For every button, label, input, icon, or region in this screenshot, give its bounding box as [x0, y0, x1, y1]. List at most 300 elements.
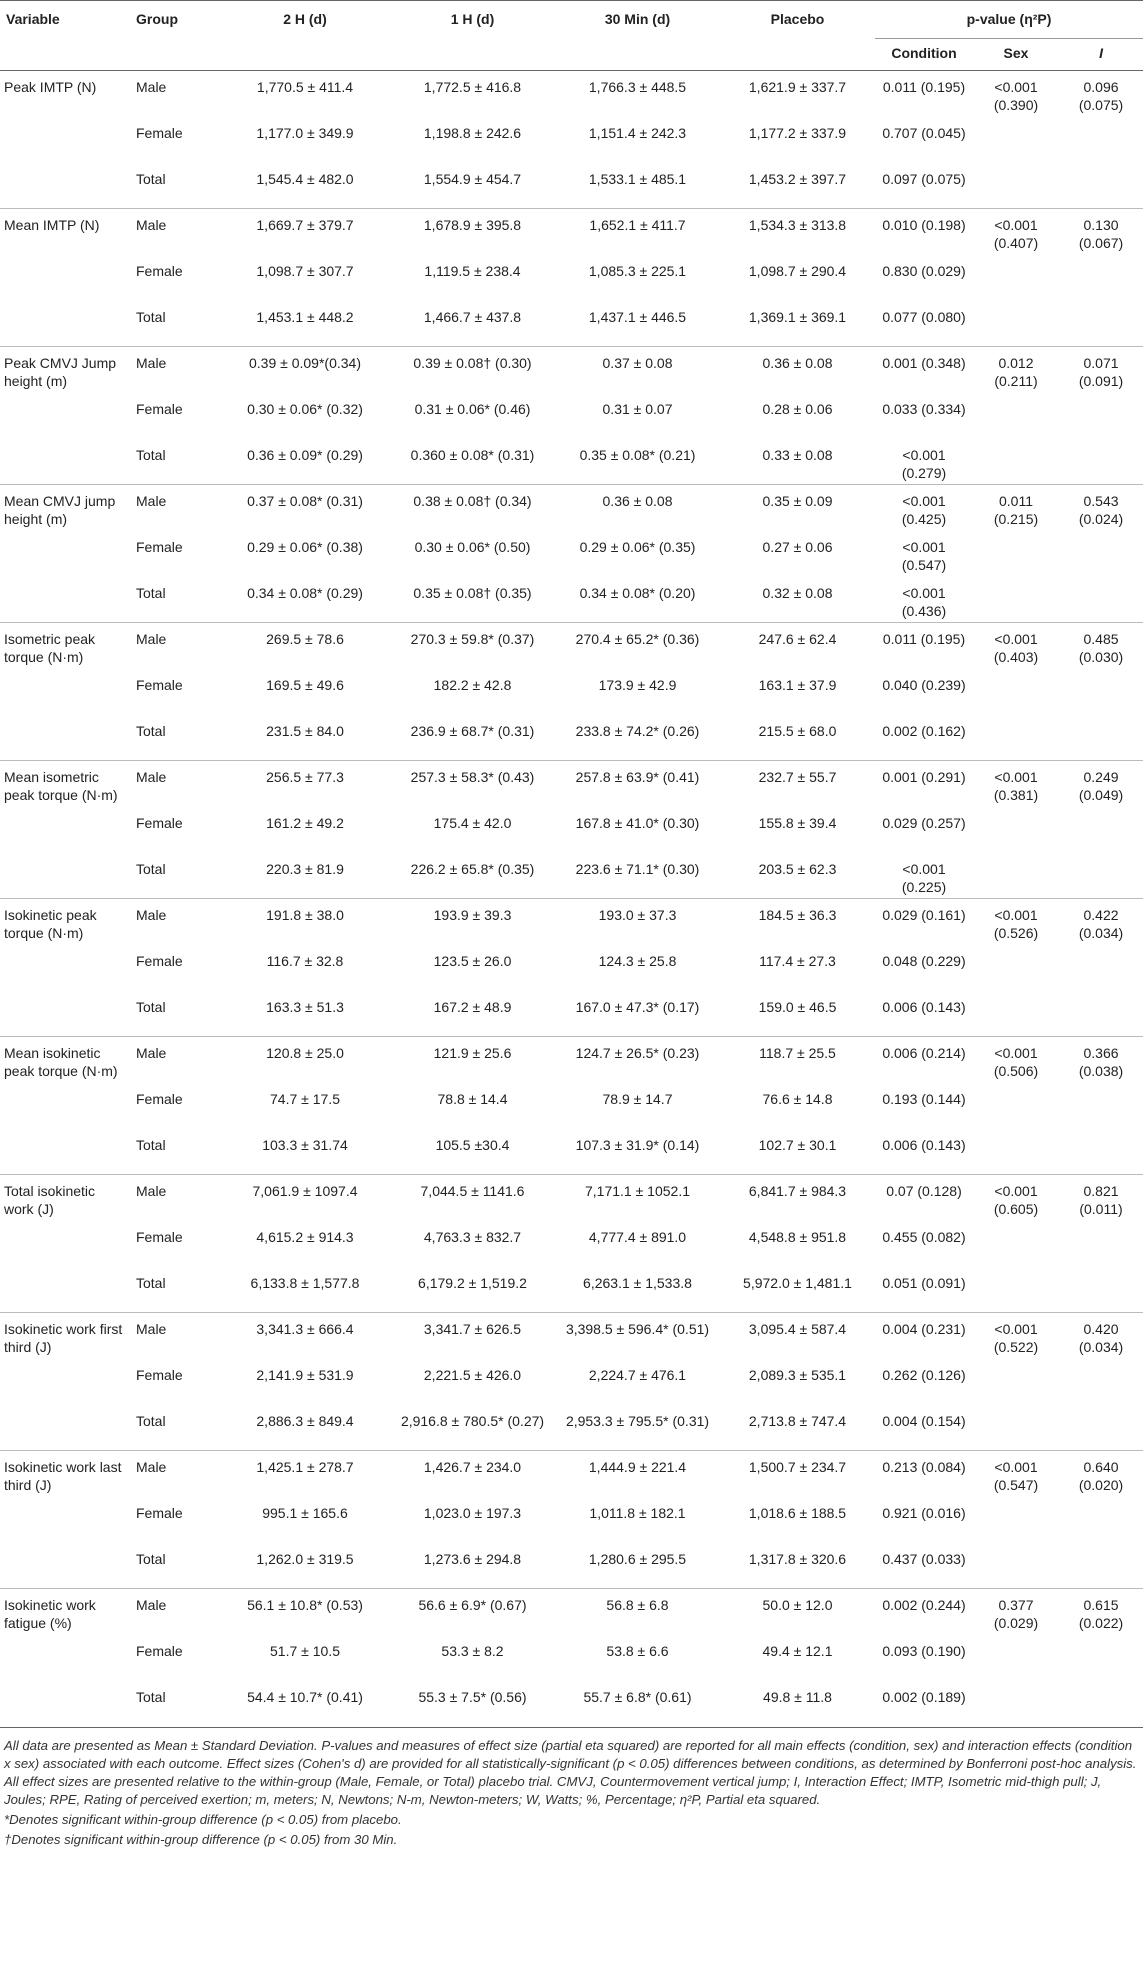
header-placebo: Placebo: [770, 11, 825, 27]
cell-condition: 0.707 (0.045): [882, 124, 966, 141]
cell-interaction: [1059, 163, 1143, 209]
cell-interaction: [1059, 1129, 1143, 1175]
cell-variable: [0, 577, 130, 623]
cell-placebo: 1,500.7 ± 234.7: [748, 1459, 847, 1475]
table-row: [0, 807, 1143, 853]
cell-sex: [973, 669, 1059, 715]
cell-30min: 0.36 ± 0.08: [602, 493, 673, 509]
cell-placebo: 1,453.2 ± 397.7: [748, 170, 847, 187]
cell-placebo: 1,369.1 ± 369.1: [748, 308, 847, 325]
table-row: [0, 209, 1143, 255]
cell-30min: 257.8 ± 63.9* (0.41): [575, 769, 700, 785]
cell-group: Total: [136, 1136, 166, 1153]
cell-sex: [973, 1497, 1059, 1543]
table-row: [0, 991, 1143, 1037]
cell-condition: 0.921 (0.016): [882, 1504, 966, 1521]
cell-interaction: [1059, 255, 1143, 301]
cell-interaction: [1059, 1497, 1143, 1543]
cell-2h: 74.7 ± 17.5: [270, 1090, 340, 1107]
cell-placebo: 6,841.7 ± 984.3: [748, 1183, 847, 1199]
cell-1h: 1,023.0 ± 197.3: [423, 1504, 522, 1521]
cell-30min: 7,171.1 ± 1052.1: [585, 1183, 690, 1199]
cell-group: Female: [136, 400, 183, 417]
cell-30min: 55.7 ± 6.8* (0.61): [583, 1688, 692, 1705]
cell-2h: 120.8 ± 25.0: [266, 1045, 344, 1061]
cell-condition: 0.455 (0.082): [882, 1228, 966, 1245]
cell-1h: 53.3 ± 8.2: [441, 1642, 504, 1659]
cell-30min: 56.8 ± 6.8: [606, 1597, 669, 1613]
cell-group: Female: [136, 1642, 183, 1659]
cell-group: Total: [136, 722, 166, 739]
table-row: [0, 1359, 1143, 1405]
cell-2h: 1,669.7 ± 379.7: [256, 217, 354, 233]
table-row: [0, 1267, 1143, 1313]
cell-condition: 0.097 (0.075): [882, 170, 966, 187]
cell-sex: [973, 255, 1059, 301]
cell-group: Male: [136, 769, 167, 785]
table-row: [0, 853, 1143, 899]
cell-30min: 167.8 ± 41.0* (0.30): [575, 814, 700, 831]
cell-variable: [0, 531, 130, 577]
cell-1h: 257.3 ± 58.3* (0.43): [410, 769, 535, 785]
cell-condition: 0.040 (0.239): [882, 676, 966, 693]
cell-variable: [0, 1359, 130, 1405]
cell-30min: 233.8 ± 74.2* (0.26): [575, 722, 700, 739]
cell-placebo: 117.4 ± 27.3: [759, 952, 836, 969]
cell-variable: Total isokinetic work (J): [4, 1183, 96, 1217]
cell-placebo: 247.6 ± 62.4: [758, 631, 837, 647]
cell-30min: 1,280.6 ± 295.5: [588, 1550, 687, 1567]
cell-condition: 0.262 (0.126): [882, 1366, 966, 1383]
cell-interaction: [1059, 439, 1143, 485]
cell-1h: 0.31 ± 0.06* (0.46): [414, 400, 531, 417]
table-header: [0, 1, 1143, 71]
table-row: [0, 669, 1143, 715]
cell-interaction: 0.096 (0.075): [1078, 79, 1124, 113]
cell-variable: [0, 1267, 130, 1313]
cell-sex: [973, 1221, 1059, 1267]
cell-interaction: [1059, 715, 1143, 761]
table-row: [0, 1129, 1143, 1175]
cell-2h: 0.34 ± 0.08* (0.29): [247, 584, 363, 601]
cell-1h: 6,179.2 ± 1,519.2: [418, 1274, 527, 1291]
cell-sex: <0.001 (0.390): [993, 79, 1039, 113]
cell-sex: [973, 393, 1059, 439]
footnote-dagger: †Denotes significant within-group difference (p < 0.05) from 30 Min.: [4, 1831, 398, 1847]
cell-condition: 0.004 (0.231): [882, 1321, 966, 1337]
cell-30min: 107.3 ± 31.9* (0.14): [575, 1136, 700, 1153]
table-row: [0, 1635, 1143, 1681]
header-variable: Variable: [6, 11, 60, 27]
cell-placebo: 49.8 ± 11.8: [763, 1688, 832, 1705]
cell-group: Total: [136, 308, 166, 325]
cell-placebo: 1,098.7 ± 290.4: [748, 262, 847, 279]
cell-1h: 175.4 ± 42.0: [433, 814, 512, 831]
cell-1h: 270.3 ± 59.8* (0.37): [410, 631, 535, 647]
cell-2h: 2,886.3 ± 849.4: [256, 1412, 354, 1429]
cell-variable: Mean isometric peak torque (N·m): [4, 769, 118, 803]
cell-condition: 0.051 (0.091): [882, 1274, 966, 1291]
cell-30min: 1,766.3 ± 448.5: [588, 79, 687, 95]
cell-30min: 53.8 ± 6.6: [606, 1642, 669, 1659]
cell-variable: [0, 117, 130, 163]
cell-1h: 193.9 ± 39.3: [433, 907, 512, 923]
cell-placebo: 0.32 ± 0.08: [762, 584, 833, 601]
cell-group: Male: [136, 1597, 167, 1613]
cell-placebo: 3,095.4 ± 587.4: [748, 1321, 847, 1337]
cell-30min: 78.9 ± 14.7: [602, 1090, 673, 1107]
cell-variable: Mean CMVJ jump height (m): [4, 493, 116, 527]
cell-2h: 1,545.4 ± 482.0: [256, 170, 354, 187]
cell-condition: 0.830 (0.029): [882, 262, 966, 279]
cell-1h: 1,273.6 ± 294.8: [423, 1550, 522, 1567]
cell-placebo: 0.35 ± 0.09: [762, 493, 833, 509]
cell-sex: [973, 163, 1059, 209]
cell-interaction: 0.071 (0.091): [1078, 355, 1124, 389]
cell-placebo: 0.33 ± 0.08: [762, 446, 833, 463]
cell-condition: <0.001 (0.279): [901, 446, 947, 481]
cell-interaction: 0.615 (0.022): [1078, 1597, 1124, 1631]
cell-sex: [973, 945, 1059, 991]
cell-condition: 0.029 (0.257): [882, 814, 966, 831]
cell-30min: 1,151.4 ± 242.3: [588, 124, 687, 141]
table-row: [0, 347, 1143, 393]
cell-30min: 173.9 ± 42.9: [598, 676, 677, 693]
table-row: [0, 393, 1143, 439]
table-row: [0, 301, 1143, 347]
cell-30min: 0.31 ± 0.07: [602, 400, 673, 417]
cell-condition: <0.001 (0.225): [901, 860, 947, 895]
table-row: [0, 255, 1143, 301]
cell-30min: 223.6 ± 71.1* (0.30): [575, 860, 700, 877]
cell-interaction: [1059, 1359, 1143, 1405]
cell-group: Male: [136, 493, 167, 509]
cell-2h: 169.5 ± 49.6: [266, 676, 344, 693]
cell-variable: [0, 1635, 130, 1681]
cell-group: Male: [136, 1045, 167, 1061]
cell-1h: 2,916.8 ± 780.5* (0.27): [400, 1412, 545, 1429]
cell-1h: 121.9 ± 25.6: [433, 1045, 512, 1061]
cell-variable: [0, 1129, 130, 1175]
cell-condition: 0.001 (0.291): [882, 769, 966, 785]
cell-interaction: [1059, 301, 1143, 347]
cell-sex: <0.001 (0.526): [993, 907, 1039, 941]
cell-interaction: [1059, 1543, 1143, 1589]
footnote-main: All data are presented as Mean ± Standard Deviation. P-values and measures of effect size (partial eta squared) are reported for all main effects (condition, sex) and interaction effects (condition x sex) associated with each outcome. Effect sizes (Cohen's d) are provided for all statistically-significant (p < 0.05) differences between conditions, as determined by Bonferroni post-hoc analysis. All effect sizes are presented relative to the within-group (Male, Female, or Total) placebo trial. CMVJ, Countermovement vertical jump; I, Interaction Effect; IMTP, Isometric mid-thigh pull; J, Joules; RPE, Rating of perceived exertion; m, meters; N, Newtons; N-m, Newton-meters; W, Watts; %, Percentage; η²P, Partial eta squared.: [4, 1737, 1137, 1807]
cell-sex: <0.001 (0.381): [993, 769, 1039, 803]
cell-2h: 0.30 ± 0.06* (0.32): [247, 400, 363, 417]
cell-variable: [0, 439, 130, 485]
cell-condition: 0.029 (0.161): [882, 907, 966, 923]
cell-30min: 1,533.1 ± 485.1: [588, 170, 687, 187]
cell-variable: [0, 807, 130, 853]
table-row: [0, 1543, 1143, 1589]
cell-placebo: 1,534.3 ± 313.8: [748, 217, 847, 233]
cell-interaction: 0.422 (0.034): [1078, 907, 1124, 941]
cell-2h: 191.8 ± 38.0: [266, 907, 344, 923]
cell-sex: [973, 301, 1059, 347]
cell-2h: 256.5 ± 77.3: [266, 769, 344, 785]
cell-group: Male: [136, 79, 167, 95]
cell-condition: 0.048 (0.229): [882, 952, 966, 969]
table-row: [0, 1451, 1143, 1497]
cell-variable: [0, 669, 130, 715]
cell-2h: 269.5 ± 78.6: [266, 631, 344, 647]
cell-placebo: 50.0 ± 12.0: [762, 1597, 833, 1613]
cell-30min: 193.0 ± 37.3: [598, 907, 677, 923]
cell-interaction: [1059, 807, 1143, 853]
cell-30min: 1,444.9 ± 221.4: [588, 1459, 687, 1475]
cell-1h: 226.2 ± 65.8* (0.35): [410, 860, 535, 877]
cell-condition: 0.006 (0.143): [882, 998, 966, 1015]
table-row: [0, 1313, 1143, 1359]
table-row: [0, 1175, 1143, 1221]
cell-2h: 220.3 ± 81.9: [266, 860, 344, 877]
header-sex: Sex: [1003, 45, 1029, 61]
cell-2h: 231.5 ± 84.0: [266, 722, 344, 739]
cell-group: Female: [136, 814, 183, 831]
cell-variable: [0, 1543, 130, 1589]
cell-variable: [0, 255, 130, 301]
cell-variable: [0, 1221, 130, 1267]
cell-2h: 0.39 ± 0.09*(0.34): [249, 355, 361, 371]
cell-variable: Mean isokinetic peak torque (N·m): [4, 1045, 118, 1079]
cell-condition: 0.213 (0.084): [882, 1459, 966, 1475]
table-row: [0, 1497, 1143, 1543]
cell-variable: [0, 393, 130, 439]
cell-sex: <0.001 (0.547): [993, 1459, 1039, 1493]
cell-variable: [0, 1681, 130, 1727]
cell-condition: 0.033 (0.334): [882, 400, 966, 417]
cell-30min: 4,777.4 ± 891.0: [588, 1228, 687, 1245]
table-row: [0, 117, 1143, 163]
cell-placebo: 2,713.8 ± 747.4: [748, 1412, 847, 1429]
cell-sex: 0.377 (0.029): [993, 1597, 1039, 1631]
cell-1h: 123.5 ± 26.0: [433, 952, 512, 969]
cell-1h: 4,763.3 ± 832.7: [423, 1228, 522, 1245]
cell-30min: 3,398.5 ± 596.4* (0.51): [565, 1321, 710, 1337]
cell-interaction: 0.543 (0.024): [1078, 493, 1124, 527]
cell-sex: [973, 531, 1059, 577]
table-row: [0, 1037, 1143, 1083]
header-2h: 2 H (d): [283, 11, 327, 27]
cell-condition: 0.010 (0.198): [882, 217, 966, 233]
cell-variable: [0, 991, 130, 1037]
cell-30min: 167.0 ± 47.3* (0.17): [575, 998, 700, 1015]
cell-condition: <0.001 (0.547): [901, 538, 947, 573]
cell-1h: 0.38 ± 0.08† (0.34): [413, 493, 532, 509]
cell-group: Female: [136, 676, 183, 693]
cell-variable: [0, 301, 130, 347]
cell-30min: 2,953.3 ± 795.5* (0.31): [565, 1412, 710, 1429]
cell-variable: [0, 1497, 130, 1543]
cell-condition: 0.002 (0.244): [882, 1597, 966, 1613]
cell-placebo: 5,972.0 ± 1,481.1: [743, 1274, 852, 1291]
cell-placebo: 0.28 ± 0.06: [762, 400, 833, 417]
cell-group: Total: [136, 860, 166, 877]
cell-condition: 0.006 (0.143): [882, 1136, 966, 1153]
cell-sex: <0.001 (0.407): [993, 217, 1039, 251]
cell-group: Female: [136, 1090, 183, 1107]
cell-interaction: 0.366 (0.038): [1078, 1045, 1124, 1079]
cell-placebo: 118.7 ± 25.5: [759, 1045, 836, 1061]
cell-condition: <0.001 (0.436): [901, 584, 947, 619]
cell-interaction: [1059, 853, 1143, 899]
cell-interaction: 0.640 (0.020): [1078, 1459, 1124, 1493]
cell-group: Total: [136, 1274, 166, 1291]
cell-1h: 1,678.9 ± 395.8: [423, 217, 522, 233]
cell-interaction: [1059, 1221, 1143, 1267]
header-group: Group: [136, 11, 178, 27]
cell-1h: 1,198.8 ± 242.6: [423, 124, 522, 141]
cell-placebo: 163.1 ± 37.9: [758, 676, 837, 693]
cell-sex: [973, 1635, 1059, 1681]
cell-2h: 6,133.8 ± 1,577.8: [250, 1274, 360, 1291]
cell-interaction: [1059, 1681, 1143, 1727]
cell-condition: 0.437 (0.033): [882, 1550, 966, 1567]
cell-30min: 1,652.1 ± 411.7: [589, 217, 686, 233]
table-footnotes: [0, 1727, 1143, 1849]
cell-sex: [973, 853, 1059, 899]
cell-variable: Mean IMTP (N): [4, 217, 100, 233]
cell-placebo: 2,089.3 ± 535.1: [748, 1366, 847, 1383]
cell-1h: 1,554.9 ± 454.7: [423, 170, 522, 187]
table-row: [0, 163, 1143, 209]
cell-condition: 0.011 (0.195): [882, 631, 966, 647]
cell-condition: 0.093 (0.190): [882, 1642, 966, 1659]
cell-placebo: 159.0 ± 46.5: [758, 998, 837, 1015]
cell-condition: 0.002 (0.189): [882, 1688, 966, 1705]
cell-condition: 0.004 (0.154): [882, 1412, 966, 1429]
cell-placebo: 49.4 ± 12.1: [762, 1642, 833, 1659]
cell-1h: 3,341.7 ± 626.5: [423, 1321, 522, 1337]
cell-interaction: [1059, 669, 1143, 715]
cell-2h: 56.1 ± 10.8* (0.53): [247, 1597, 363, 1613]
cell-variable: [0, 1405, 130, 1451]
cell-group: Female: [136, 262, 183, 279]
cell-2h: 116.7 ± 32.8: [266, 952, 344, 969]
table-row: [0, 577, 1143, 623]
cell-group: Male: [136, 355, 167, 371]
cell-interaction: [1059, 577, 1143, 623]
cell-condition: <0.001 (0.425): [901, 493, 947, 527]
cell-2h: 1,770.5 ± 411.4: [256, 79, 354, 95]
table-row: [0, 623, 1143, 669]
table-row: [0, 899, 1143, 945]
header-1h: 1 H (d): [450, 11, 495, 27]
cell-placebo: 1,317.8 ± 320.6: [748, 1550, 847, 1567]
cell-1h: 0.30 ± 0.06* (0.50): [414, 538, 531, 555]
cell-interaction: 0.485 (0.030): [1078, 631, 1124, 665]
cell-sex: [973, 1543, 1059, 1589]
cell-interaction: [1059, 117, 1143, 163]
cell-sex: [973, 117, 1059, 163]
cell-placebo: 4,548.8 ± 951.8: [748, 1228, 847, 1245]
cell-30min: 1,437.1 ± 446.5: [588, 308, 687, 325]
cell-group: Female: [136, 952, 183, 969]
cell-sex: 0.011 (0.215): [993, 493, 1039, 527]
cell-1h: 0.360 ± 0.08* (0.31): [410, 446, 535, 463]
cell-interaction: [1059, 1405, 1143, 1451]
cell-1h: 7,044.5 ± 1141.6: [420, 1183, 525, 1199]
cell-group: Male: [136, 1321, 167, 1337]
cell-group: Male: [136, 907, 167, 923]
cell-sex: [973, 1359, 1059, 1405]
cell-sex: 0.012 (0.211): [994, 355, 1038, 389]
cell-variable: Isokinetic peak torque (N·m): [4, 907, 97, 941]
table-row: [0, 1221, 1143, 1267]
table-row: [0, 1083, 1143, 1129]
cell-2h: 1,425.1 ± 278.7: [256, 1459, 354, 1475]
cell-group: Female: [136, 1504, 183, 1521]
cell-condition: 0.077 (0.080): [882, 308, 966, 325]
cell-variable: [0, 1083, 130, 1129]
cell-variable: [0, 945, 130, 991]
cell-30min: 0.29 ± 0.06* (0.35): [579, 538, 696, 555]
table-row: [0, 945, 1143, 991]
cell-placebo: 76.6 ± 14.8: [762, 1090, 833, 1107]
cell-sex: [973, 715, 1059, 761]
cell-sex: <0.001 (0.522): [993, 1321, 1039, 1355]
cell-group: Female: [136, 1366, 183, 1383]
cell-placebo: 0.27 ± 0.06: [762, 538, 833, 555]
cell-30min: 124.3 ± 25.8: [598, 952, 677, 969]
cell-1h: 1,426.7 ± 234.0: [423, 1459, 522, 1475]
cell-group: Total: [136, 1412, 166, 1429]
cell-2h: 103.3 ± 31.74: [262, 1136, 348, 1153]
cell-sex: [973, 1267, 1059, 1313]
cell-group: Total: [136, 998, 166, 1015]
table-row: [0, 1681, 1143, 1727]
cell-variable: Peak IMTP (N): [4, 79, 97, 95]
cell-1h: 1,119.5 ± 238.4: [424, 262, 521, 279]
cell-2h: 0.29 ± 0.06* (0.38): [247, 538, 363, 555]
cell-sex: [973, 1129, 1059, 1175]
cell-1h: 0.39 ± 0.08† (0.30): [413, 355, 532, 371]
cell-30min: 270.4 ± 65.2* (0.36): [575, 631, 700, 647]
header-condition: Condition: [891, 45, 957, 61]
header-pvalue: p-value (η²P): [875, 1, 1143, 39]
cell-variable: Isokinetic work first third (J): [4, 1321, 123, 1355]
cell-placebo: 203.5 ± 62.3: [758, 860, 837, 877]
cell-interaction: 0.821 (0.011): [1079, 1183, 1123, 1217]
cell-sex: [973, 1405, 1059, 1451]
cell-condition: 0.193 (0.144): [882, 1090, 966, 1107]
cell-interaction: [1059, 991, 1143, 1037]
cell-group: Male: [136, 631, 167, 647]
cell-interaction: 0.420 (0.034): [1078, 1321, 1124, 1355]
cell-2h: 7,061.9 ± 1097.4: [252, 1183, 358, 1199]
cell-sex: [973, 991, 1059, 1037]
cell-2h: 0.37 ± 0.08* (0.31): [247, 493, 363, 509]
cell-group: Male: [136, 217, 167, 233]
cell-sex: <0.001 (0.403): [993, 631, 1039, 665]
cell-interaction: [1059, 1267, 1143, 1313]
cell-group: Female: [136, 1228, 183, 1245]
cell-2h: 4,615.2 ± 914.3: [256, 1228, 354, 1245]
footnote-star: *Denotes significant within-group difference (p < 0.05) from placebo.: [4, 1811, 402, 1827]
cell-30min: 0.35 ± 0.08* (0.21): [579, 446, 696, 463]
cell-2h: 1,453.1 ± 448.2: [256, 308, 354, 325]
cell-2h: 163.3 ± 51.3: [266, 998, 344, 1015]
cell-group: Female: [136, 124, 183, 141]
cell-placebo: 102.7 ± 30.1: [758, 1136, 837, 1153]
cell-condition: 0.002 (0.162): [882, 722, 966, 739]
cell-placebo: 1,621.9 ± 337.7: [748, 79, 847, 95]
cell-sex: [973, 577, 1059, 623]
cell-1h: 56.6 ± 6.9* (0.67): [418, 1597, 527, 1613]
cell-placebo: 184.5 ± 36.3: [758, 907, 837, 923]
